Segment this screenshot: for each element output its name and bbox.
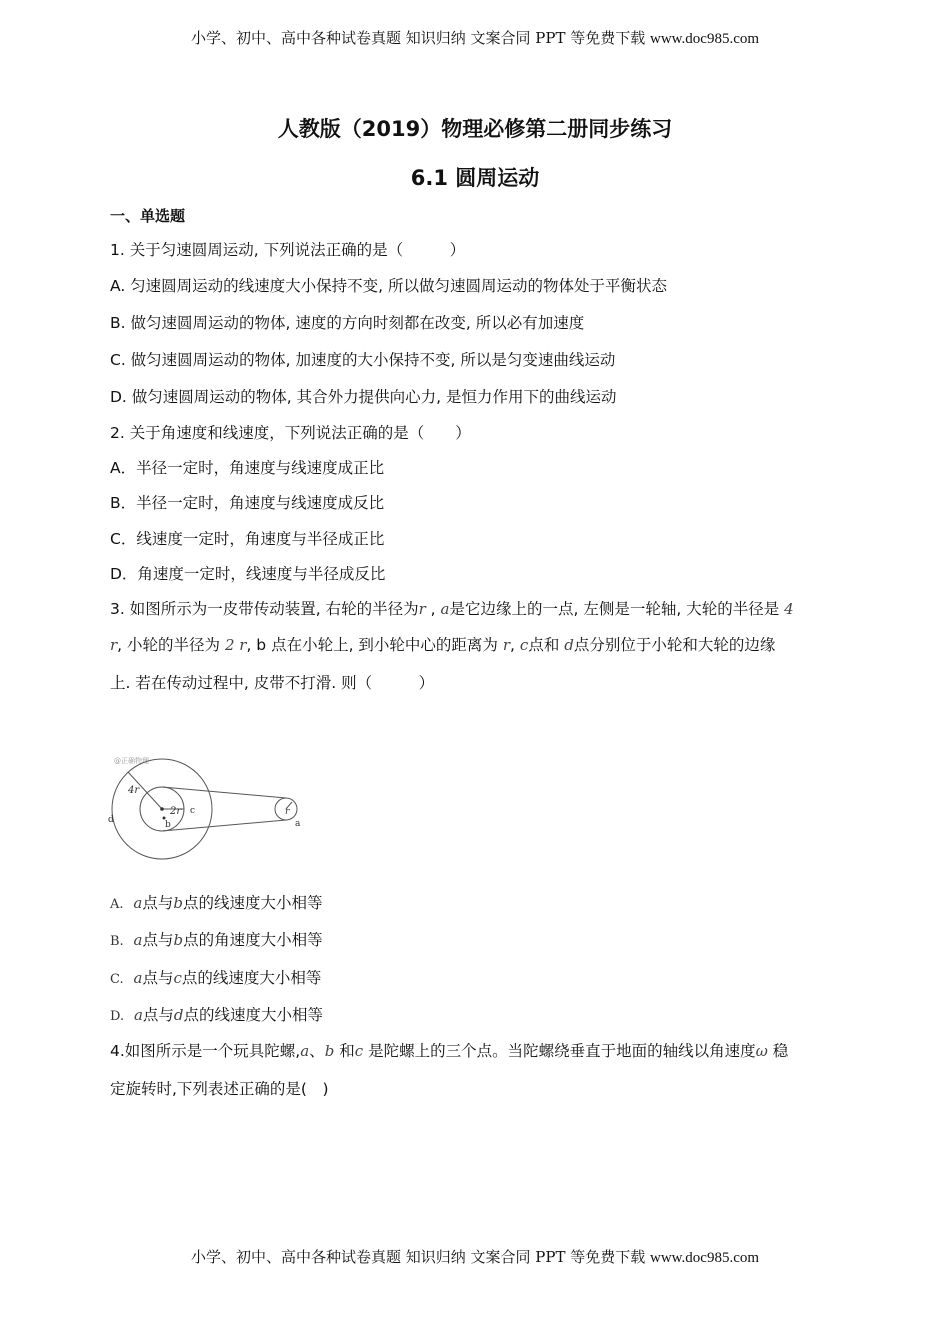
q3-line-1: 3. 如图所示为一皮带传动装置, 右轮的半径为r , a是它边缘上的一点, 左侧是一轮轴, 大轮的半径是 4 bbox=[110, 600, 794, 618]
q4-line-2: 定旋转时,下列表述正确的是( ) bbox=[110, 1080, 329, 1098]
label-4r: 4r bbox=[128, 785, 140, 796]
q1-option-d: D. 做匀速圆周运动的物体, 其合外力提供向心力, 是恒力作用下的曲线运动 bbox=[110, 388, 617, 406]
label-a: a bbox=[295, 819, 301, 829]
q4-line-1: 4.如图所示是一个玩具陀螺,a、b 和c 是陀螺上的三个点。当陀螺绕垂直于地面的轴线以角速度ω 稳 bbox=[110, 1042, 789, 1060]
doc-subtitle: 6.1 圆周运动 bbox=[410, 166, 540, 190]
doc-title: 人教版（2019）物理必修第二册同步练习 bbox=[277, 117, 673, 141]
q1-stem: 1. 关于匀速圆周运动, 下列说法正确的是（ ） bbox=[110, 241, 466, 259]
section-heading: 一、单选题 bbox=[110, 207, 186, 225]
q3-line-2: r, 小轮的半径为 2 r, b 点在小轮上, 到小轮中心的距离为 r, c点和 d点分别位于小轮和大轮的边缘 bbox=[110, 636, 776, 654]
q3-option-b: B. a点与b点的角速度大小相等 bbox=[110, 931, 323, 949]
page-footer bbox=[0, 1246, 950, 1267]
q2-option-c: C．线速度一定时，角速度与半径成正比 bbox=[110, 530, 385, 548]
footer-text: 小学、初中、高中各种试卷真题 知识归纳 文案合同 PPT 等免费下载 bbox=[190, 1248, 646, 1266]
q1-option-c: C. 做匀速圆周运动的物体, 加速度的大小保持不变, 所以是匀变速曲线运动 bbox=[110, 351, 616, 369]
label-2r: 2r bbox=[170, 806, 182, 817]
q2-option-a: A．半径一定时，角速度与线速度成正比 bbox=[110, 459, 385, 477]
q2-option-b: B．半径一定时，角速度与线速度成反比 bbox=[110, 494, 385, 512]
q3-option-c: C. a点与c点的线速度大小相等 bbox=[110, 969, 322, 987]
label-c: c bbox=[190, 806, 196, 816]
q3-option-d: D. a点与d点的线速度大小相等 bbox=[110, 1006, 324, 1024]
page-header bbox=[0, 27, 950, 48]
wheel-center bbox=[160, 807, 164, 811]
label-b: b bbox=[165, 820, 171, 830]
footer-site[interactable]: www.doc985.com bbox=[650, 1250, 760, 1266]
label-d: d bbox=[108, 815, 114, 825]
q3-option-a: A. a点与b点的线速度大小相等 bbox=[110, 894, 323, 912]
header-text: 小学、初中、高中各种试卷真题 知识归纳 文案合同 PPT 等免费下载 bbox=[190, 29, 646, 47]
q2-stem: 2. 关于角速度和线速度，下列说法正确的是（ ） bbox=[110, 424, 471, 442]
q2-option-d: D．角速度一定时，线速度与半径成反比 bbox=[110, 565, 386, 583]
q1-option-a: A. 匀速圆周运动的线速度大小保持不变, 所以做匀速圆周运动的物体处于平衡状态 bbox=[110, 277, 668, 295]
figure-watermark: @正确物理 bbox=[114, 757, 149, 765]
belt-drive-figure bbox=[108, 752, 308, 860]
header-site[interactable]: www.doc985.com bbox=[650, 31, 760, 47]
q1-option-b: B. 做匀速圆周运动的物体, 速度的方向时刻都在改变, 所以必有加速度 bbox=[110, 314, 585, 332]
q3-line-3: 上. 若在传动过程中, 皮带不打滑. 则（ ） bbox=[110, 674, 435, 692]
label-r: r bbox=[285, 807, 290, 817]
